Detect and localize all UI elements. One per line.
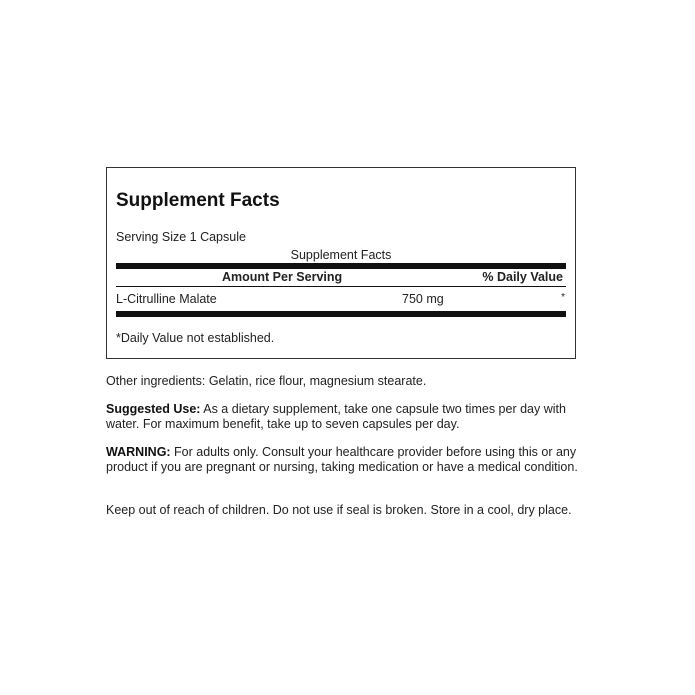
daily-value-footnote: *Daily Value not established. — [116, 331, 275, 345]
ingredient-amount: 750 mg — [402, 292, 444, 306]
thick-divider-bottom — [116, 311, 566, 317]
other-ingredients: Other ingredients: Gelatin, rice flour, magnesium stearate. — [106, 374, 427, 388]
thin-divider — [116, 286, 566, 287]
table-caption: Supplement Facts — [290, 248, 392, 262]
warning-label: WARNING: — [106, 445, 171, 459]
ingredient-daily-value: * — [561, 292, 565, 303]
suggested-use-label: Suggested Use: — [106, 402, 201, 416]
suggested-use-text: As a dietary supplement, take one capsule two times per day with water. For maximum benefit, take up to seven capsules per day. — [106, 402, 566, 431]
serving-size: Serving Size 1 Capsule — [116, 230, 246, 244]
ingredient-name: L-Citrulline Malate — [116, 292, 217, 306]
supplement-facts-panel — [106, 167, 576, 359]
header-amount-per-serving: Amount Per Serving — [222, 270, 343, 284]
header-daily-value: % Daily Value — [482, 270, 563, 284]
storage-instructions: Keep out of reach of children. Do not use if seal is broken. Store in a cool, dry place. — [106, 503, 572, 517]
warning-text: For adults only. Consult your healthcare provider before using this or any product if you are pregnant or nursing, taking medication or have a medical condition. — [106, 445, 578, 474]
suggested-use — [106, 402, 586, 432]
thick-divider-top — [116, 263, 566, 269]
panel-title: Supplement Facts — [116, 190, 280, 211]
warning — [106, 445, 586, 475]
